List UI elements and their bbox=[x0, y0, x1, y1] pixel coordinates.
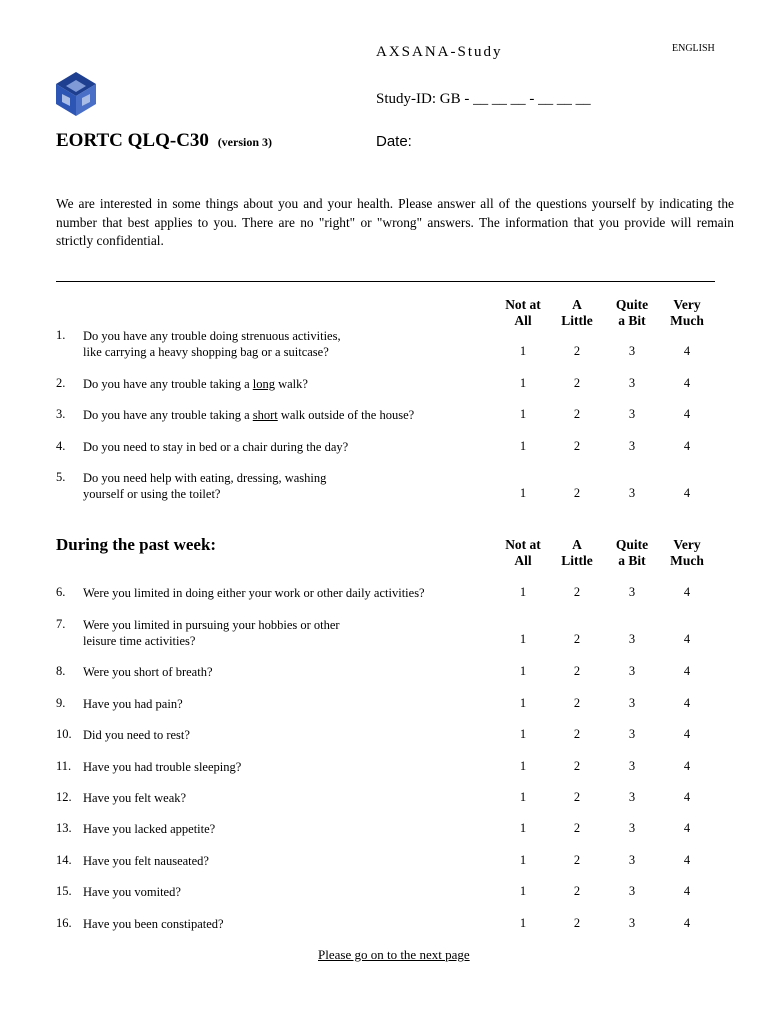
answer-option-1[interactable]: 1 bbox=[519, 916, 527, 930]
question-number: 5. bbox=[56, 470, 66, 484]
answer-option-1[interactable]: 1 bbox=[519, 821, 527, 835]
answer-option-4[interactable]: 4 bbox=[683, 439, 691, 453]
answer-option-3[interactable]: 3 bbox=[628, 853, 636, 867]
question-text bbox=[83, 790, 483, 806]
answer-option-3[interactable]: 3 bbox=[628, 344, 636, 358]
intro-paragraph: We are interested in some things about you and your health. Please answer all of the questions yourself by indicating the number that best applies to you. There are no "right" or "wrong" answers. The information that you provide will remain strictly confidential. bbox=[56, 196, 734, 248]
answer-option-3[interactable]: 3 bbox=[628, 439, 636, 453]
scale-header-line2: All bbox=[514, 553, 532, 568]
answer-option-1[interactable]: 1 bbox=[519, 439, 527, 453]
answer-option-2[interactable]: 2 bbox=[573, 884, 581, 898]
answer-option-1[interactable]: 1 bbox=[519, 664, 527, 678]
answer-option-3[interactable]: 3 bbox=[628, 916, 636, 930]
question-line: Have you had pain? bbox=[83, 697, 183, 711]
answer-option-2[interactable]: 2 bbox=[573, 585, 581, 599]
answer-option-2[interactable]: 2 bbox=[573, 759, 581, 773]
scale-header-line1: A bbox=[572, 297, 582, 312]
answer-option-4[interactable]: 4 bbox=[683, 664, 691, 678]
answer-option-3[interactable]: 3 bbox=[628, 884, 636, 898]
question-number: 15. bbox=[56, 884, 72, 898]
answer-option-3[interactable]: 3 bbox=[628, 486, 636, 500]
answer-option-3[interactable]: 3 bbox=[628, 759, 636, 773]
question-text bbox=[83, 664, 483, 680]
scale-header bbox=[652, 537, 722, 569]
answer-option-3[interactable]: 3 bbox=[628, 585, 636, 599]
question-number: 4. bbox=[56, 439, 66, 453]
question-line: Have you felt nauseated? bbox=[83, 854, 209, 868]
question-text bbox=[83, 821, 483, 837]
scale-header-line1: Very bbox=[673, 537, 701, 552]
question-number: 10. bbox=[56, 727, 72, 741]
question-number: 6. bbox=[56, 585, 66, 599]
answer-option-4[interactable]: 4 bbox=[683, 884, 691, 898]
question-text bbox=[83, 853, 483, 869]
section-title: During the past week: bbox=[56, 535, 217, 554]
language-label: ENGLISH bbox=[672, 43, 715, 54]
question-number: 11. bbox=[56, 759, 72, 773]
study-title: AXSANA-Study bbox=[376, 44, 503, 60]
answer-option-2[interactable]: 2 bbox=[573, 790, 581, 804]
question-text bbox=[83, 727, 483, 743]
question-number: 14. bbox=[56, 853, 72, 867]
question-number: 7. bbox=[56, 617, 66, 631]
form-version: (version 3) bbox=[217, 135, 273, 149]
question-line: Were you limited in pursuing your hobbies or other bbox=[83, 618, 340, 632]
scale-header-line2: a Bit bbox=[618, 313, 646, 328]
question-text: Do you have any trouble taking a long walk? bbox=[83, 377, 308, 391]
answer-option-4[interactable]: 4 bbox=[683, 790, 691, 804]
answer-option-4[interactable]: 4 bbox=[683, 916, 691, 930]
answer-option-4[interactable]: 4 bbox=[683, 632, 691, 646]
answer-option-3[interactable]: 3 bbox=[628, 821, 636, 835]
answer-option-4[interactable]: 4 bbox=[683, 585, 691, 599]
question-text bbox=[83, 470, 483, 502]
answer-option-4[interactable]: 4 bbox=[683, 486, 691, 500]
scale-header-line1: A bbox=[572, 537, 582, 552]
scale-header-line1: Not at bbox=[505, 537, 541, 552]
answer-option-1[interactable]: 1 bbox=[519, 696, 527, 710]
question-number: 16. bbox=[56, 916, 72, 930]
answer-option-2[interactable]: 2 bbox=[573, 664, 581, 678]
answer-option-1[interactable]: 1 bbox=[519, 632, 527, 646]
question-line: leisure time activities? bbox=[83, 634, 196, 648]
answer-option-3[interactable]: 3 bbox=[628, 790, 636, 804]
answer-option-1[interactable]: 1 bbox=[519, 790, 527, 804]
question-line: Do you need to stay in bed or a chair during the day? bbox=[83, 440, 349, 454]
question-line: Have you had trouble sleeping? bbox=[83, 760, 242, 774]
question-number: 1. bbox=[56, 328, 66, 342]
question-line: Do you need help with eating, dressing, washing bbox=[83, 471, 327, 485]
form-title bbox=[56, 130, 272, 152]
answer-option-2[interactable]: 2 bbox=[573, 916, 581, 930]
answer-option-3[interactable]: 3 bbox=[628, 407, 636, 421]
answer-option-2[interactable]: 2 bbox=[573, 727, 581, 741]
question-line: Have you been constipated? bbox=[83, 917, 224, 931]
question-line: Did you need to rest? bbox=[83, 728, 190, 742]
divider bbox=[56, 281, 715, 282]
scale-header-line2: Little bbox=[561, 553, 593, 568]
scale-header-line1: Quite bbox=[615, 297, 649, 312]
question-line: Were you short of breath? bbox=[83, 665, 213, 679]
eortc-logo bbox=[52, 70, 100, 118]
logo-icon bbox=[52, 70, 100, 118]
next-page-link[interactable]: Please go on to the next page bbox=[318, 947, 470, 962]
question-line: yourself or using the toilet? bbox=[83, 487, 221, 501]
scale-header-line2: Little bbox=[561, 313, 593, 328]
study-id-field: Study-ID: GB - __ __ __ - __ __ __ bbox=[376, 91, 591, 107]
question-emphasis: short bbox=[252, 408, 278, 422]
answer-option-1[interactable]: 1 bbox=[519, 585, 527, 599]
answer-option-2[interactable]: 2 bbox=[573, 344, 581, 358]
scale-header-line1: Quite bbox=[615, 537, 649, 552]
answer-option-4[interactable]: 4 bbox=[683, 727, 691, 741]
scale-header-line2: All bbox=[514, 313, 532, 328]
question-text bbox=[83, 585, 483, 601]
scale-header-line2: a Bit bbox=[618, 553, 646, 568]
question-number: 3. bbox=[56, 407, 66, 421]
scale-header-line2: Much bbox=[670, 313, 704, 328]
answer-option-3[interactable]: 3 bbox=[628, 376, 636, 390]
answer-option-4[interactable]: 4 bbox=[683, 376, 691, 390]
answer-option-1[interactable]: 1 bbox=[519, 727, 527, 741]
answer-option-2[interactable]: 2 bbox=[573, 376, 581, 390]
answer-option-1[interactable]: 1 bbox=[519, 884, 527, 898]
answer-option-2[interactable]: 2 bbox=[573, 407, 581, 421]
scale-header-line1: Not at bbox=[505, 297, 541, 312]
answer-option-1[interactable]: 1 bbox=[519, 759, 527, 773]
question-text bbox=[83, 439, 483, 455]
answer-option-2[interactable]: 2 bbox=[573, 439, 581, 453]
form-title-text: EORTC QLQ-C30 bbox=[56, 130, 209, 151]
answer-option-4[interactable]: 4 bbox=[683, 759, 691, 773]
answer-option-3[interactable]: 3 bbox=[628, 632, 636, 646]
answer-option-1[interactable]: 1 bbox=[519, 344, 527, 358]
question-text bbox=[83, 916, 483, 932]
question-line: Have you vomited? bbox=[83, 885, 181, 899]
question-number: 2. bbox=[56, 376, 66, 390]
scale-header bbox=[652, 297, 722, 329]
answer-option-4[interactable]: 4 bbox=[683, 344, 691, 358]
scale-header-line2: Much bbox=[670, 553, 704, 568]
question-number: 13. bbox=[56, 821, 72, 835]
question-text bbox=[83, 884, 483, 900]
question-line: Have you felt weak? bbox=[83, 791, 187, 805]
scale-header-line1: Very bbox=[673, 297, 701, 312]
question-number: 12. bbox=[56, 790, 72, 804]
question-line: Do you have any trouble doing strenuous activities, bbox=[83, 329, 341, 343]
question-text: Do you have any trouble taking a short walk outside of the house? bbox=[83, 408, 415, 422]
answer-option-4[interactable]: 4 bbox=[683, 821, 691, 835]
question-number: 8. bbox=[56, 664, 66, 678]
question-text bbox=[83, 328, 483, 360]
answer-option-1[interactable]: 1 bbox=[519, 407, 527, 421]
question-line: like carrying a heavy shopping bag or a suitcase? bbox=[83, 345, 329, 359]
answer-option-3[interactable]: 3 bbox=[628, 727, 636, 741]
question-text bbox=[83, 759, 483, 775]
date-label: Date: bbox=[376, 133, 412, 150]
question-line: Have you lacked appetite? bbox=[83, 822, 216, 836]
question-emphasis: long bbox=[252, 377, 275, 391]
answer-option-2[interactable]: 2 bbox=[573, 486, 581, 500]
answer-option-1[interactable]: 1 bbox=[519, 853, 527, 867]
question-line: Were you limited in doing either your work or other daily activities? bbox=[83, 586, 425, 600]
answer-option-3[interactable]: 3 bbox=[628, 664, 636, 678]
answer-option-1[interactable]: 1 bbox=[519, 486, 527, 500]
answer-option-4[interactable]: 4 bbox=[683, 696, 691, 710]
answer-option-4[interactable]: 4 bbox=[683, 407, 691, 421]
answer-option-4[interactable]: 4 bbox=[683, 853, 691, 867]
answer-option-3[interactable]: 3 bbox=[628, 696, 636, 710]
answer-option-2[interactable]: 2 bbox=[573, 632, 581, 646]
answer-option-2[interactable]: 2 bbox=[573, 821, 581, 835]
answer-option-1[interactable]: 1 bbox=[519, 376, 527, 390]
question-text bbox=[83, 617, 483, 649]
answer-option-2[interactable]: 2 bbox=[573, 853, 581, 867]
question-number: 9. bbox=[56, 696, 66, 710]
question-text bbox=[83, 696, 483, 712]
answer-option-2[interactable]: 2 bbox=[573, 696, 581, 710]
